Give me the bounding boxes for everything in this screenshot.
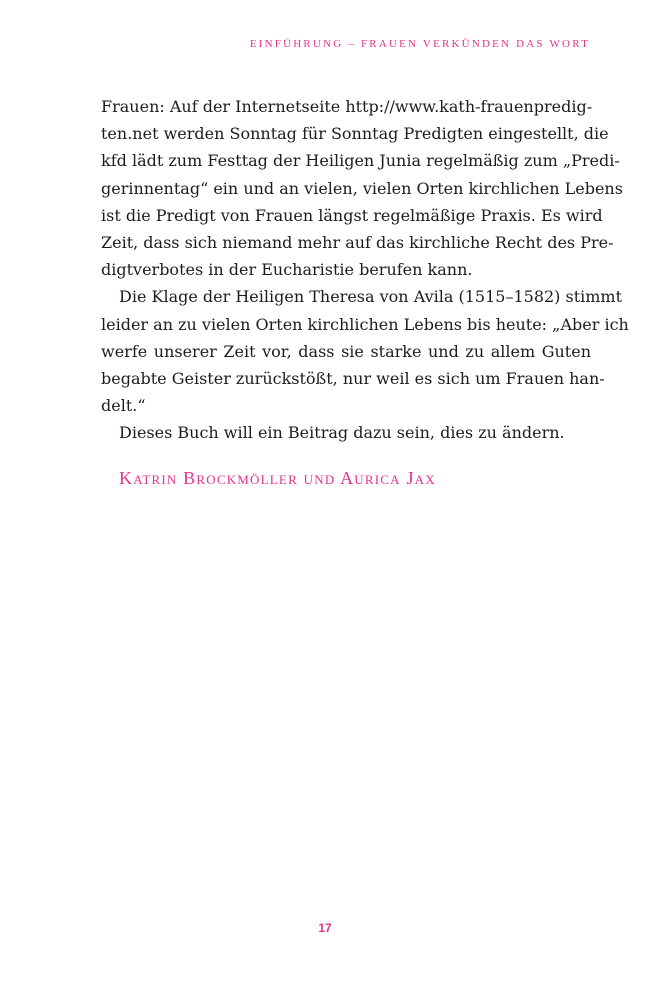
paragraph-3 [101,419,591,446]
text-line: Dieses Buch will ein Beitrag dazu sein, dies zu ändern. [119,423,565,443]
text-line: Die Klage der Heiligen Theresa von Avila (1515–1582) stimmt [119,287,623,307]
authors-signature: Katrin Brockmöller und Aurica Jax [119,468,436,488]
page-number: 17 [318,921,332,935]
text-line: kfd lädt zum Festtag der Heiligen Junia regelmäßig zum „Predi- [101,151,620,171]
text-line: begabte Geister zurückstößt, nur weil es sich um Frauen han- [101,369,605,389]
body-text [101,93,629,447]
text-line: leider an zu vielen Orten kirchlichen Lebens bis heute: „Aber ich [101,314,629,334]
paragraph-1 [101,93,623,283]
running-head: EINFÜHRUNG – FRAUEN VERKÜNDEN DAS WORT [249,38,590,50]
text-line: ist die Predigt von Frauen längst regelmäßige Praxis. Es wird [101,205,603,225]
text-line: digtverbotes in der Eucharistie berufen kann. [101,260,473,280]
text-line: gerinnentag“ ein und an vielen, vielen Orten kirchlichen Lebens [101,178,623,198]
paragraph-2 [101,283,629,419]
text-line: Zeit, dass sich niemand mehr auf das kirchliche Recht des Pre- [101,233,614,253]
text-line: werfe unserer Zeit vor, dass sie starke und zu allem Guten [101,341,591,361]
text-line: delt.“ [101,396,146,416]
text-line: ten.net werden Sonntag für Sonntag Predigten eingestellt, die [101,124,609,144]
text-line: Frauen: Auf der Internetseite http://www.kath-frauenpredig- [101,97,593,116]
